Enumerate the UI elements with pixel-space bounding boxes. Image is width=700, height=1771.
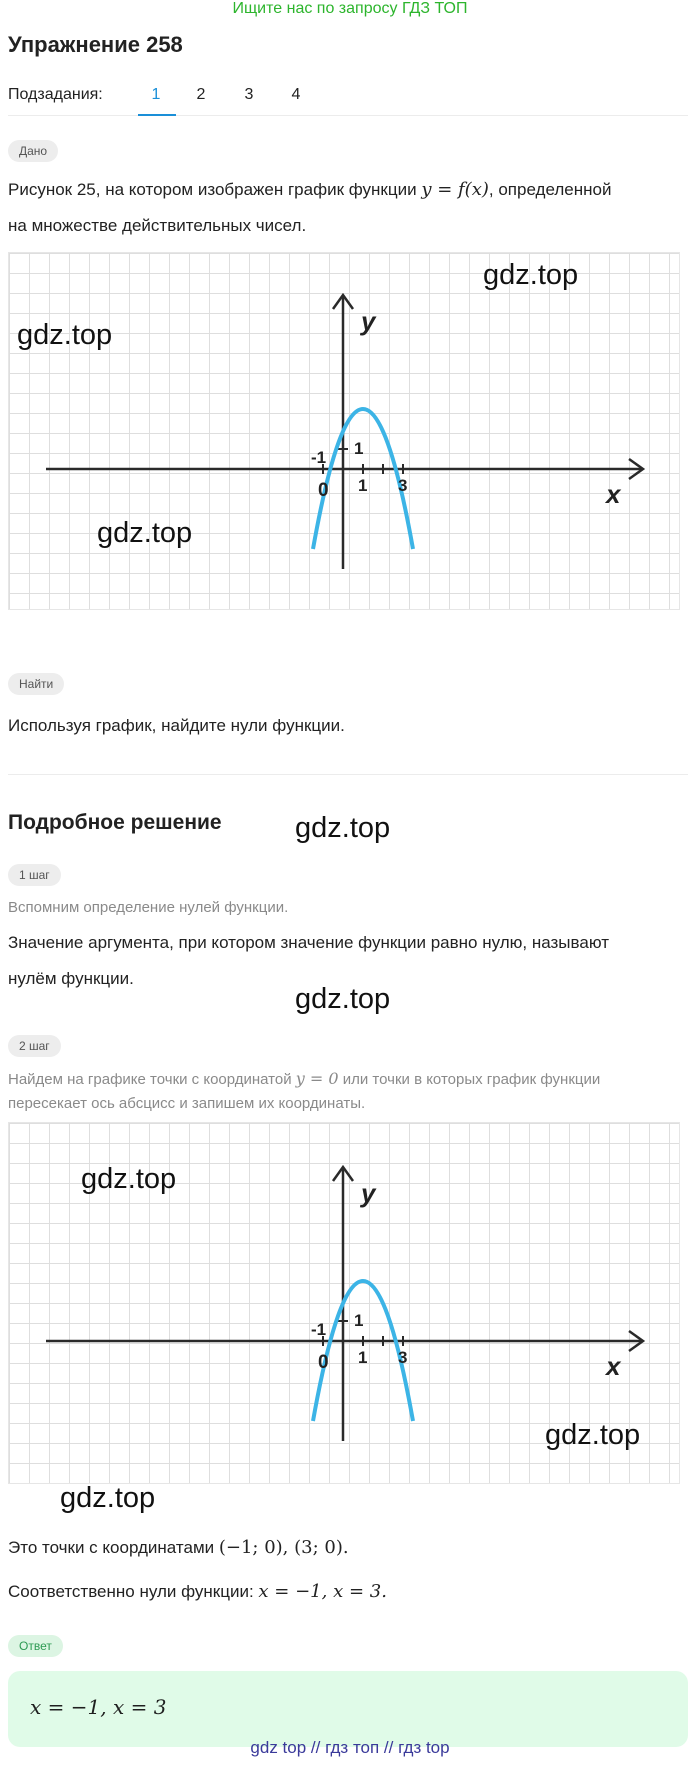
x-axis-label: x xyxy=(606,1351,621,1381)
promo-banner: Ищите нас по запросу ГДЗ ТОП xyxy=(232,0,468,17)
find-chip: Найти xyxy=(8,673,64,695)
watermark: gdz.top xyxy=(17,319,113,351)
tick-label-x1: 1 xyxy=(358,476,368,495)
tick-label-0: 0 xyxy=(318,1352,329,1373)
watermark: gdz.top xyxy=(295,812,391,844)
subtask-tabs xyxy=(8,80,688,116)
tab-subtask-1[interactable]: 1 xyxy=(151,86,161,103)
answer-value: x = −1, x = 3 xyxy=(30,1695,167,1719)
watermark: gdz.top xyxy=(97,517,193,549)
tab-subtask-2[interactable]: 2 xyxy=(196,86,206,103)
tick-label-3: 3 xyxy=(398,1348,408,1367)
answer-box xyxy=(8,1671,688,1747)
given-text-line2: на множестве действительных чисел. xyxy=(8,216,307,235)
section-divider xyxy=(8,774,688,775)
solution-heading: Подробное решение xyxy=(8,811,222,834)
page-title: Упражнение 258 xyxy=(8,32,183,57)
step1-line2: нулём функции. xyxy=(8,969,134,988)
given-text-before: Рисунок 25, на котором изображен график функции xyxy=(8,180,417,199)
step2-chip: 2 шаг xyxy=(8,1035,61,1057)
watermark: gdz.top xyxy=(483,259,579,291)
tick-label-minus1: -1 xyxy=(311,448,327,467)
active-tab-indicator xyxy=(138,114,176,116)
watermark: gdz.top xyxy=(545,1419,641,1451)
zeros-formula: x = −1, x = 3. xyxy=(258,1581,387,1602)
find-text: Используя график, найдите нули функции. xyxy=(8,716,345,735)
function-graph-1 xyxy=(8,252,680,610)
step2-hint-after: или точки в которых график функции xyxy=(342,1071,601,1088)
tick-label-x1: 1 xyxy=(358,1348,368,1367)
step2-hint-formula: y = 0 xyxy=(295,1069,339,1088)
given-chip: Дано xyxy=(8,140,58,162)
tick-label-y1: 1 xyxy=(354,1311,364,1330)
step2-hint-before: Найдем на графике точки с координатой xyxy=(8,1071,292,1088)
subtasks-label: Подзадания: xyxy=(8,86,103,103)
step1-line1: Значение аргумента, при котором значение функции равно нулю, называют xyxy=(8,933,609,952)
function-graph-2 xyxy=(8,1122,680,1484)
points-text: Это точки с координатами xyxy=(8,1538,215,1557)
watermark: gdz.top xyxy=(295,983,391,1015)
zeros-line xyxy=(8,1574,387,1610)
watermark: gdz.top xyxy=(60,1482,156,1514)
tab-subtask-3[interactable]: 3 xyxy=(244,86,254,103)
tick-label-y1: 1 xyxy=(354,439,364,458)
tick-label-0: 0 xyxy=(318,480,329,501)
given-text-after: , определенной xyxy=(488,180,612,199)
tick-label-3: 3 xyxy=(398,476,408,495)
answer-chip: Ответ xyxy=(8,1635,63,1657)
points-formula: (−1; 0), (3; 0). xyxy=(218,1537,349,1558)
step1-chip: 1 шаг xyxy=(8,864,61,886)
tick-label-minus1: -1 xyxy=(311,1320,327,1339)
y-axis-label: y xyxy=(361,1178,376,1208)
footer-links[interactable]: gdz top // гдз топ // гдз top xyxy=(250,1738,450,1757)
step2-hint xyxy=(8,1066,698,1092)
points-line xyxy=(8,1530,349,1566)
step1-hint: Вспомним определение нулей функции. xyxy=(8,899,289,916)
step2-hint-line2: пересекает ось абсцисс и запишем их координаты. xyxy=(8,1095,366,1112)
x-axis-label: x xyxy=(606,479,621,509)
y-axis-label: y xyxy=(361,306,376,336)
given-formula: y = f(x) xyxy=(421,179,489,200)
tab-subtask-4[interactable]: 4 xyxy=(291,86,301,103)
given-text xyxy=(8,172,698,208)
graph-1-svg xyxy=(9,253,681,611)
watermark: gdz.top xyxy=(81,1163,177,1195)
zeros-text: Соответственно нули функции: xyxy=(8,1582,254,1601)
